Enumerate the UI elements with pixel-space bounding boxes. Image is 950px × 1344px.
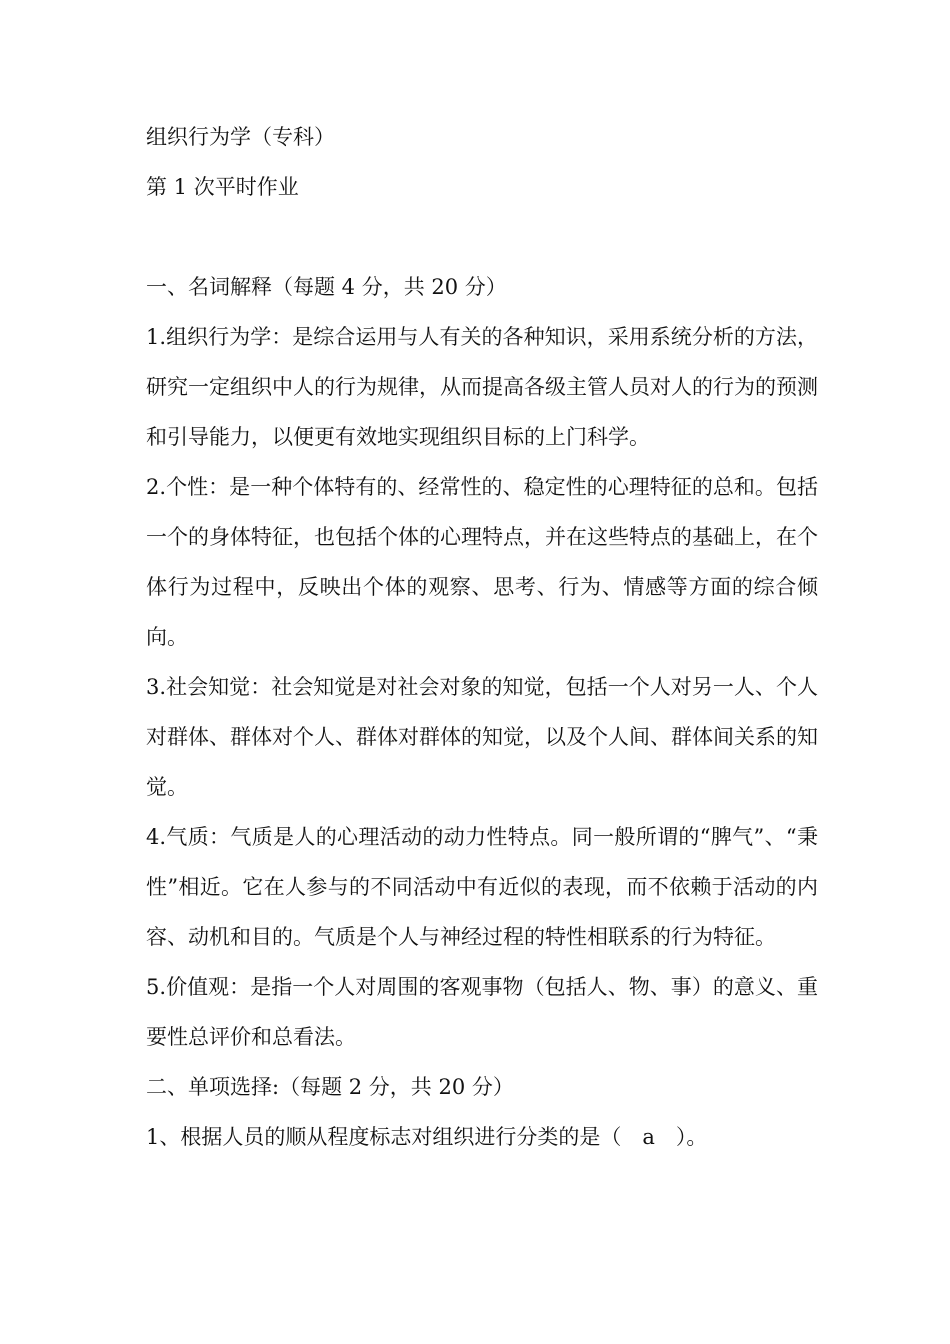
- document-subtitle: 第 1 次平时作业: [146, 175, 299, 199]
- section-2-heading: 二、单项选择:（每题 2 分，共 20 分）: [146, 1075, 514, 1099]
- definition-personality: 2.个性：是一种个体特有的、经常性的、稳定性的心理特征的总和。包括一个的身体特征，也包括个体的心理特点，并在这些特点的基础上，在个体行为过程中，反映出个体的观察、思考、行为、情感等方面的综合倾向。: [146, 475, 818, 649]
- definition-social-perception: 3.社会知觉：社会知觉是对社会对象的知觉，包括一个人对另一人、个人对群体、群体对个人、群体对群体的知觉，以及个人间、群体间关系的知觉。: [146, 675, 818, 799]
- section-1-heading: 一、名词解释（每题 4 分，共 20 分）: [146, 275, 507, 299]
- document-page: [146, 112, 818, 1162]
- document-title: 组织行为学（专科）: [146, 125, 335, 149]
- definition-values: 5.价值观：是指一个人对周围的客观事物（包括人、物、事）的意义、重要性总评价和总看法。: [146, 975, 818, 1049]
- spacer: [146, 212, 818, 262]
- definition-organizational-behavior: 1.组织行为学：是综合运用与人有关的各种知识，采用系统分析的方法，研究一定组织中人的行为规律，从而提高各级主管人员对人的行为的预测和引导能力，以便更有效地实现组织目标的上门科学。: [146, 325, 818, 449]
- definition-temperament: 4.气质：气质是人的心理活动的动力性特点。同一般所谓的“脾气”、“秉性”相近。它在人参与的不同活动中有近似的表现，而不依赖于活动的内容、动机和目的。气质是个人与神经过程的特性相联系的行为特征。: [146, 825, 818, 949]
- question-1: 1、根据人员的顺从程度标志对组织进行分类的是（ a ）。: [146, 1125, 708, 1149]
